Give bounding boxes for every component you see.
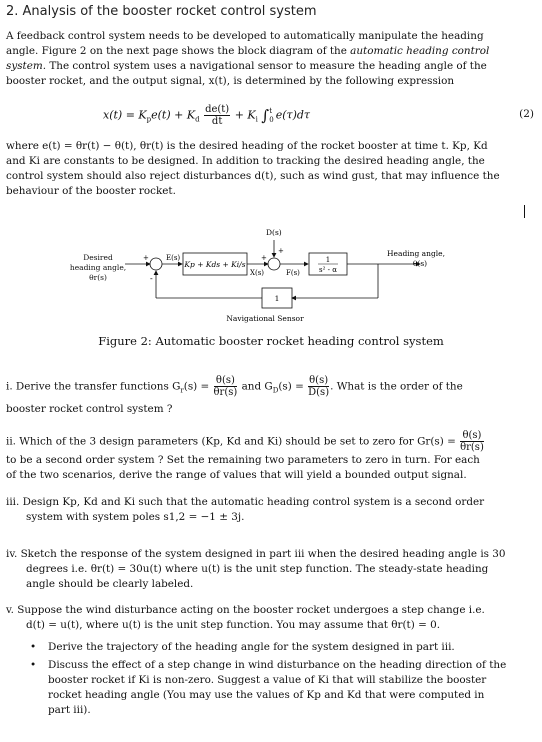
- text-cursor: [524, 205, 525, 218]
- xs-label: X(s): [250, 269, 265, 277]
- summing-junction-error: [150, 258, 162, 270]
- intro-line: A feedback control system needs to be developed to automatically manipulate the heading: [6, 30, 484, 42]
- controller-transfer: Kp + Kds + Ki/s: [184, 260, 246, 269]
- input-label: θr(s): [89, 273, 107, 282]
- plus-sign: +: [261, 254, 267, 262]
- plus-sign: +: [143, 254, 149, 262]
- minus-sign: -: [150, 274, 153, 283]
- question-line: to be a second order system ? Set the remaining two parameters to zero in turn. For each: [6, 454, 480, 466]
- sensor-gain: 1: [274, 294, 280, 303]
- list-item: • Derive the trajectory of the heading angle for the system designed in part iii.: [30, 641, 455, 653]
- where-paragraph: [6, 139, 536, 199]
- gr-fraction: $\frac{\theta(s)}{\theta r(s)}$: [213, 375, 238, 398]
- gd-fraction: $\frac{\theta(s)}{D(s)}$: [308, 375, 330, 398]
- question-iv: [6, 547, 536, 592]
- where-line: where e(t) = θr(t) − θ(t), θr(t) is the desired heading of the rocket booster at time t. Kp, Kd: [6, 140, 488, 152]
- question-line: booster rocket control system ?: [6, 402, 173, 415]
- bullet-icon: •: [30, 659, 37, 671]
- plus-sign: +: [278, 247, 284, 255]
- intro-paragraph: [6, 29, 536, 89]
- question-v-bullets: [30, 640, 538, 721]
- intro-line: booster rocket, and the output signal, x(t), is determined by the following expression: [6, 75, 455, 87]
- question-line: ii. Which of the 3 design parameters (Kp, Kd and Ki) should be set to zero for Gr(s) = $\frac{\theta(s)}{\theta r(s)}$: [6, 430, 484, 453]
- question-line: v. Suppose the wind disturbance acting on the booster rocket undergoes a step change i.e.: [6, 604, 485, 616]
- list-item: • Discuss the effect of a step change in wind disturbance on the heading direction of the booster rocket if Ki is non-zero. Suggest a value of Ki that will stabilize the booster rocket heading angle (You may use the values of Kp and Kd that were computed in part iii).: [30, 659, 507, 716]
- intro-line: system. The control system uses a navigational sensor to measure the heading angle of the: [6, 60, 487, 72]
- summing-junction-disturbance: [268, 258, 280, 270]
- plant-numerator: 1: [325, 256, 331, 264]
- question-line: of the two scenarios, derive the range of values that will yield a bounded output signal.: [6, 469, 467, 481]
- question-line: angle should be clearly labeled.: [26, 578, 194, 590]
- where-line: behaviour of the booster rocket.: [6, 185, 176, 197]
- where-line: control system should also reject disturbances d(t), such as wind gust, that may influence the: [6, 170, 500, 182]
- equation-number: (2): [519, 108, 534, 120]
- question-v: [6, 603, 536, 633]
- intro-line: angle. Figure 2 on the next page shows the block diagram of the automatic heading control: [6, 45, 490, 57]
- gr-fraction-ii: $\frac{\theta(s)}{\theta r(s)}$: [460, 430, 484, 453]
- disturbance-label: D(s): [266, 228, 282, 237]
- question-iii: [6, 495, 536, 525]
- where-line: and Ki are constants to be designed. In addition to tracking the desired heading angle, the: [6, 155, 485, 167]
- input-label: heading angle,: [69, 263, 127, 272]
- plant-denominator: s² - α: [319, 266, 337, 274]
- sensor-label: Navigational Sensor: [226, 314, 304, 323]
- question-ii: [6, 430, 536, 483]
- question-line: degrees i.e. θr(t) = 30u(t) where u(t) is the unit step function. The steady-state heading: [26, 563, 489, 575]
- figure-caption: Figure 2: Automatic booster rocket heading control system: [98, 334, 444, 348]
- pid-equation: $x(t) = K_pe(t) + K_d$ $\frac{de(t)}{dt}$ + $K_i$ ∫ t 0 e(τ)dτ (2): [103, 104, 534, 127]
- bullet-icon: •: [30, 641, 37, 653]
- output-label: Heading angle,: [387, 249, 445, 258]
- question-line: iv. Sketch the response of the system designed in part iii when the desired heading angle is 30: [6, 548, 506, 560]
- question-line: system with system poles s1,2 = −1 ± 3j.: [26, 511, 245, 523]
- derivative-fraction: $\frac{de(t)}{dt}$: [205, 104, 230, 127]
- question-i: [6, 375, 536, 417]
- fs-label: F(s): [286, 269, 300, 277]
- question-line: i. Derive the transfer functions $G_r(s)$ = $\frac{\theta(s)}{\theta r(s)}$ and $G_D(s)$ = $\frac{\theta(s)}{D(s)}$ . What is the order of the: [6, 375, 463, 398]
- integral-sign: ∫: [261, 106, 270, 125]
- output-label: θ(s): [412, 259, 428, 268]
- section-heading: 2. Analysis of the booster rocket control system: [6, 4, 317, 19]
- error-label: E(s): [166, 254, 181, 262]
- block-diagram: [0, 220, 542, 330]
- question-line: d(t) = u(t), where u(t) is the unit step function. You may assume that θr(t) = 0.: [26, 619, 440, 631]
- input-label: Desired: [83, 253, 113, 262]
- question-line: iii. Design Kp, Kd and Ki such that the automatic heading control system is a second order: [6, 496, 485, 508]
